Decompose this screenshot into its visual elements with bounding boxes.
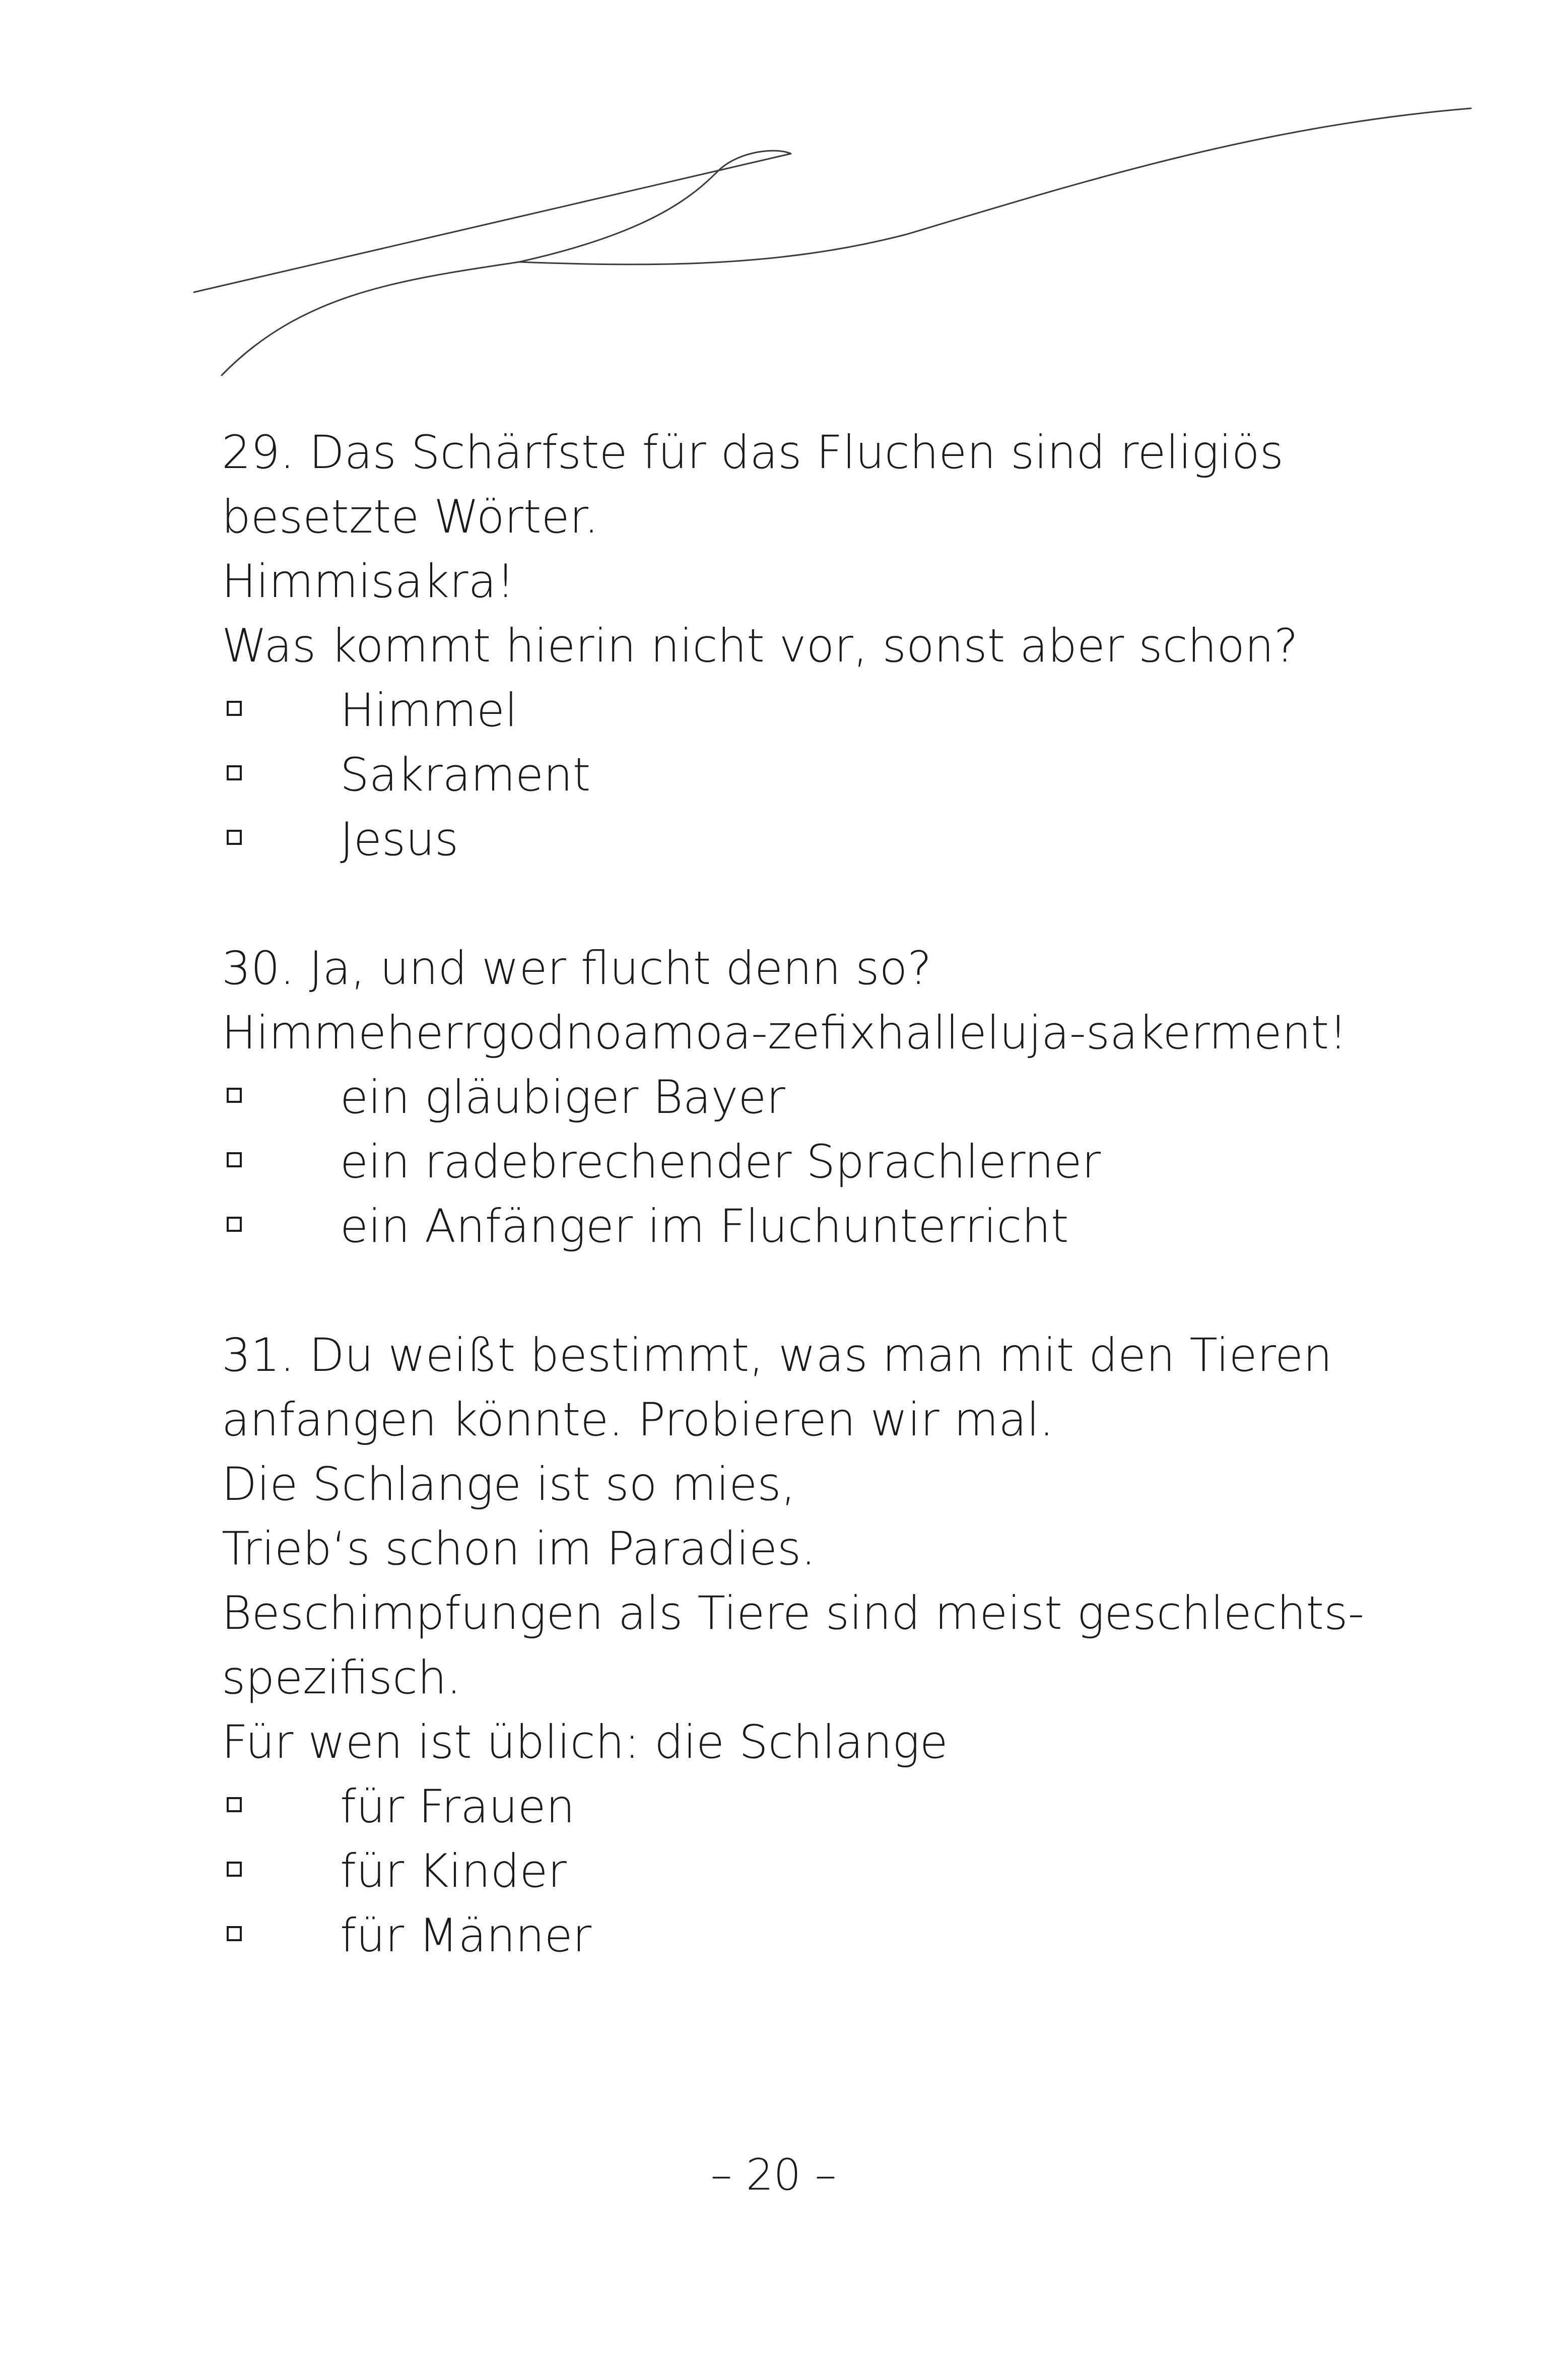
option-label: ein Anfänger im Fluchunterricht xyxy=(340,1200,1069,1253)
question-text-line: 30. Ja, und wer flucht denn so? xyxy=(222,942,932,995)
option-label: Jesus xyxy=(340,813,459,866)
answer-option[interactable] xyxy=(222,1839,1355,1904)
answer-option[interactable] xyxy=(222,1195,1355,1259)
question-text-line: Beschimpfungen als Tiere sind meist geschlechts- xyxy=(222,1587,1365,1640)
question-text-line: 31. Du weißt bestimmt, was man mit den Tieren xyxy=(222,1329,1332,1382)
decorative-swirl-ornament xyxy=(0,0,1547,383)
question-text-line: Für wen ist üblich: die Schlange xyxy=(222,1716,948,1769)
question-text-line: Himmisakra! xyxy=(222,555,515,608)
question-text-line: Himmeherrgodnoamoa-zefixhalleluja-sakerment! xyxy=(222,1007,1348,1060)
checkbox-icon[interactable] xyxy=(227,830,242,845)
option-label: Sakrament xyxy=(340,749,591,802)
question-text-line: Was kommt hierin nicht vor, sonst aber schon? xyxy=(222,620,1298,673)
checkbox-icon[interactable] xyxy=(227,1152,242,1167)
option-label: für Frauen xyxy=(340,1780,575,1833)
checkbox-icon[interactable] xyxy=(227,1926,242,1941)
ornament-line-straight xyxy=(194,154,791,292)
answer-option[interactable] xyxy=(222,1130,1355,1195)
option-label: für Männer xyxy=(340,1909,592,1962)
checkbox-icon[interactable] xyxy=(227,1088,242,1103)
ornament-line-wave xyxy=(519,108,1471,265)
question-text-line: 29. Das Schärfste für das Fluchen sind religiös xyxy=(222,426,1284,479)
option-label: Himmel xyxy=(340,684,518,737)
checkbox-icon[interactable] xyxy=(227,1862,242,1877)
option-label: für Kinder xyxy=(340,1845,567,1898)
checkbox-icon[interactable] xyxy=(227,701,242,716)
option-label: ein radebrechender Sprachlerner xyxy=(340,1136,1101,1188)
answer-option[interactable] xyxy=(222,679,1355,743)
quiz-content xyxy=(222,421,1365,2033)
question-text-line: anfangen könnte. Probieren wir mal. xyxy=(222,1394,1054,1446)
question-31 xyxy=(222,1324,1365,1968)
question-text-line: besetzte Wörter. xyxy=(222,491,599,544)
question-text-line: Trieb‘s schon im Paradies. xyxy=(222,1523,816,1575)
question-text-line: Die Schlange ist so mies, xyxy=(222,1458,796,1511)
question-30 xyxy=(222,937,1355,1259)
answer-option[interactable] xyxy=(222,1066,1355,1130)
answer-option[interactable] xyxy=(222,743,1355,808)
checkbox-icon[interactable] xyxy=(227,765,242,780)
question-29 xyxy=(222,421,1355,872)
option-label: ein gläubiger Bayer xyxy=(340,1071,785,1124)
page-number: – 20 – xyxy=(710,2150,837,2200)
answer-option[interactable] xyxy=(222,1904,1355,1968)
answer-option[interactable] xyxy=(222,808,1355,872)
checkbox-icon[interactable] xyxy=(227,1217,242,1232)
answer-option[interactable] xyxy=(222,1775,1355,1839)
question-text-line: spezifisch. xyxy=(222,1651,461,1704)
checkbox-icon[interactable] xyxy=(227,1797,242,1812)
